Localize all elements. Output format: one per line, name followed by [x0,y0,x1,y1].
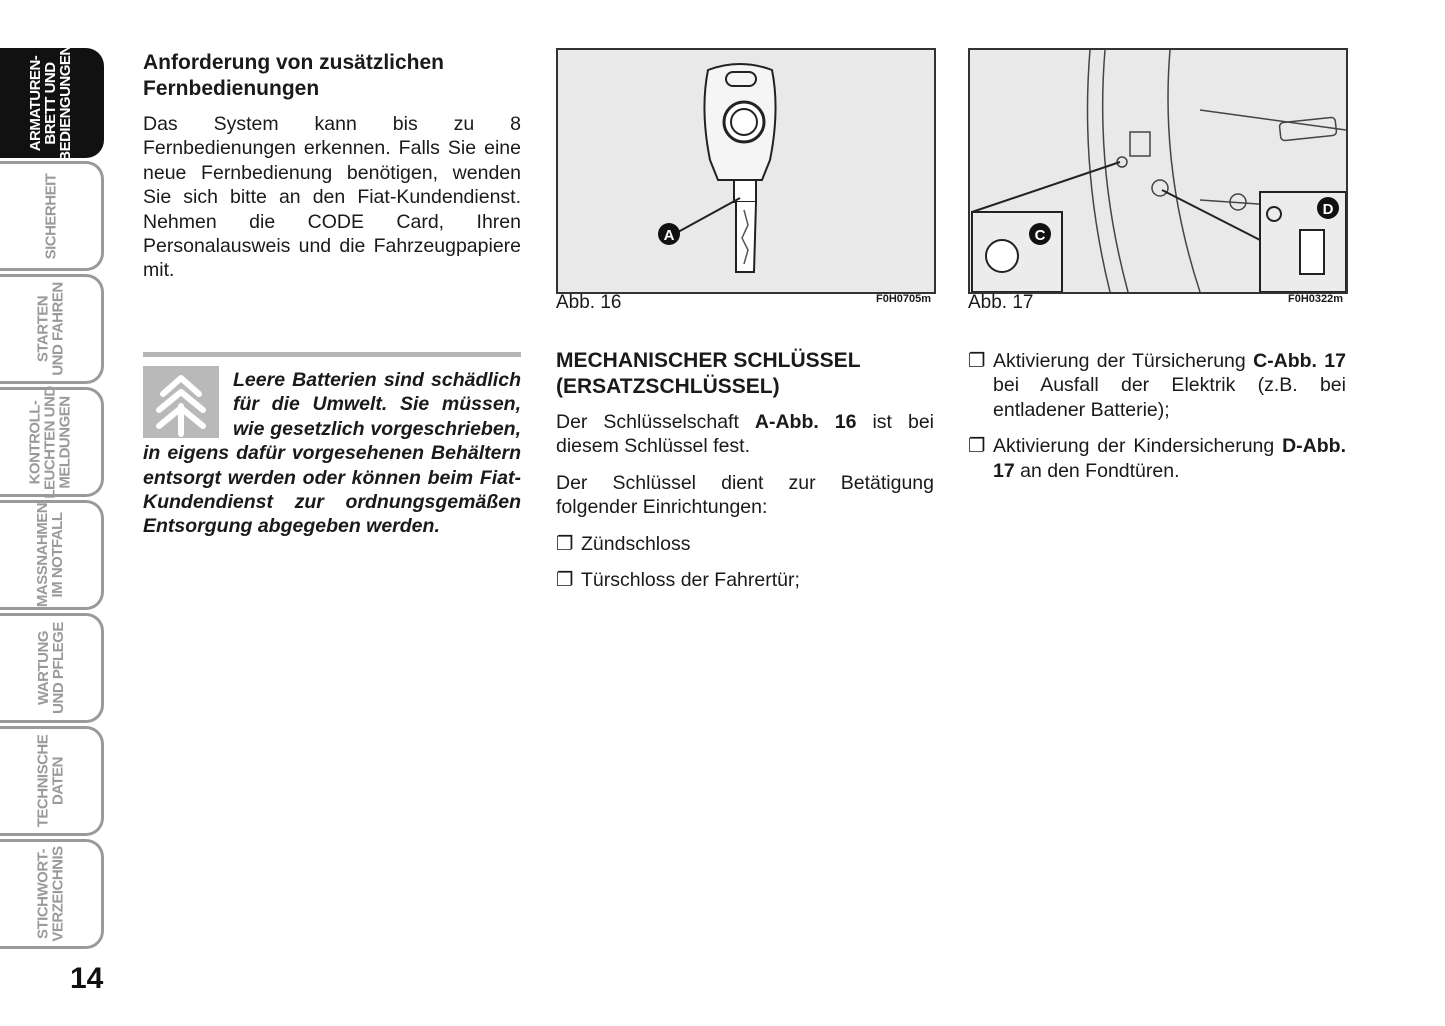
figure-16-key [556,48,936,294]
tab-stichwortverzeichnis[interactable]: STICHWORT- VERZEICHNIS [0,839,104,949]
environment-note: Leere Batterien sind schädlich für die Umwelt. Sie müssen, wie gesetzlich vorgeschrieben, in eigens dafür vorgesehenen Behältern entsorgt werden oder können beim Fiat-Kundendienst zur ordnungsgemäßen Entsorgung abgegeben werden. [143,369,521,538]
label-a: A [663,227,675,244]
section-heading: MECHANISCHER SCHLÜSSEL (ERSATZSCHLÜSSEL) [556,349,861,398]
tab-armaturenbrett[interactable]: ARMATUREN- BRETT UND BEDIENGUNGEN [0,48,104,158]
body-text: Der Schlüssel dient zur Betätigung folgender Einrichtungen: [556,471,934,519]
tab-technische-daten[interactable]: TECHNISCHE DATEN [0,726,104,836]
column-1 [143,50,521,295]
page-number: 14 [70,962,104,995]
label-c: C [1034,227,1046,244]
column-2 [556,348,934,592]
figure-16-caption: Abb. 16 [556,292,622,313]
list-item: ❐ Türschloss der Fahrertür; [556,569,800,592]
label-d: D [1322,201,1334,218]
figure-17-caption: Abb. 17 [968,292,1034,313]
figure-17-code: F0H0322m [1288,293,1344,305]
list-item: ❐ Aktivierung der Kindersicherung D-Abb. 17 an den Fondtüren. [968,435,1346,482]
body-text: Der Schlüsselschaft A-Abb. 16 ist bei diesem Schlüssel fest. [556,411,934,458]
tab-starten[interactable]: STARTEN UND FAHREN [0,274,104,384]
tab-wartung[interactable]: WARTUNG UND PFLEGE [0,613,104,723]
column-3 [968,349,1346,483]
section-heading: Anforderung von zusätzlichen Fernbedienungen [143,51,445,100]
tab-notfall[interactable]: MASSNAHMEN IM NOTFALL [0,500,104,610]
list-item: ❐ Zündschloss [556,532,691,555]
divider [143,352,521,357]
list-item: ❐ Aktivierung der Türsicherung C-Abb. 17 bei Ausfall der Elektrik (z.B. bei entladener Batterie); [968,350,1346,421]
tab-sicherheit[interactable]: SICHERHEIT [0,161,104,271]
tab-kontrollleuchten[interactable]: KONTROLL- LEUCHTEN UND MELDUNGEN [0,387,104,497]
body-text: Das System kann bis zu 8 Fernbedienungen erkennen. Falls Sie eine neue Fernbedienung benötigen, wenden Sie sich bitte an den Fiat-Kundendienst. Nehmen die CODE Card, Ihren Personalausweis und die Fahrzeugpapiere mit. [143,113,521,282]
figure-16-code: F0H0705m [876,293,932,305]
figure-17-door [968,48,1348,294]
